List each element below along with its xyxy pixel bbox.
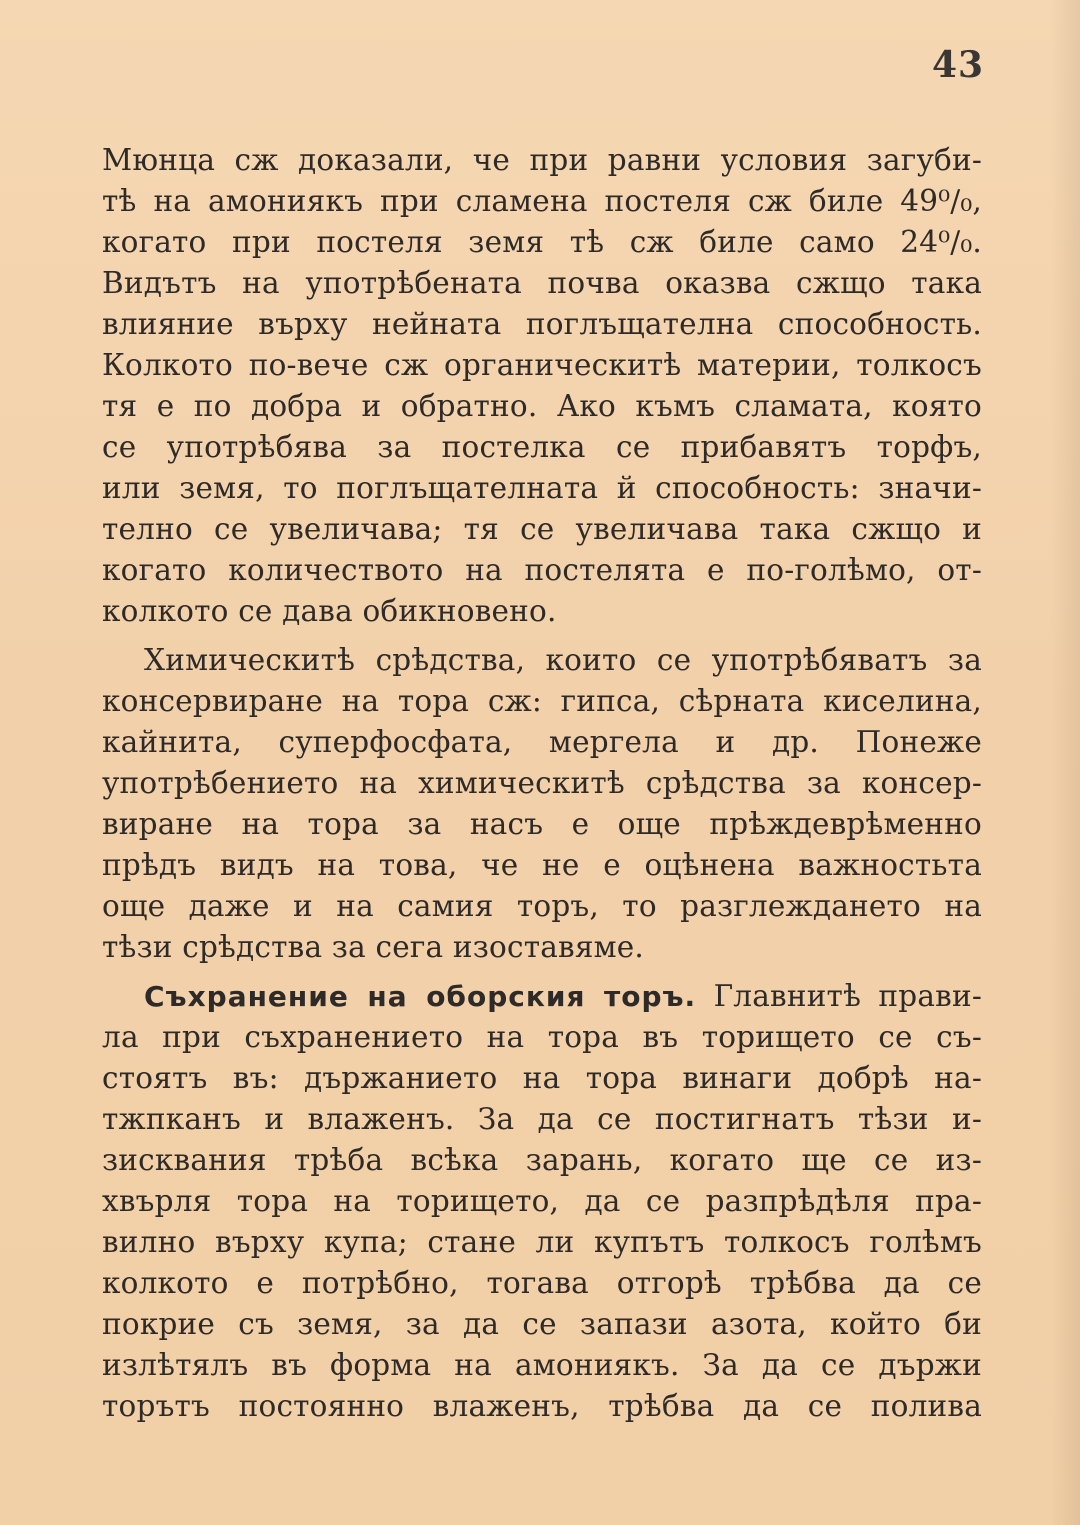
text-line: торътъ постоянно влаженъ, трѣбва да се полива xyxy=(102,1389,982,1423)
text-line: тѣзи срѣдства за сега изоставяме. xyxy=(102,930,645,964)
text-line: кайнита, суперфосфата, мергела и др. Понеже xyxy=(102,725,982,759)
text-line: Мюнца сж доказали, че при равни условия загуби- xyxy=(102,143,982,177)
text-body xyxy=(102,140,982,1427)
paragraph-gap xyxy=(102,968,982,976)
text-line: колкото се дава обикновено. xyxy=(102,594,557,628)
text-line: стоятъ въ: държанието на тора винаги добрѣ на- xyxy=(102,1061,982,1095)
text-line: Колкото по-вече сж органическитѣ материи, толкосъ xyxy=(102,348,982,382)
page-edge-shadow xyxy=(1050,0,1080,1525)
text-line xyxy=(102,976,982,1017)
text-line: когато количеството на постелята е по-голѣмо, от- xyxy=(102,553,982,587)
paragraph-2 xyxy=(102,640,982,968)
text-line: влияние върху нейната поглъщателна способность. xyxy=(102,307,982,341)
text-line: зисквания трѣба всѣка зарань, когато ще се из- xyxy=(102,1143,982,1177)
heading-line-rest: Главнитѣ прави- xyxy=(713,979,982,1013)
text-line: виране на тора за насъ е още прѣждеврѣменно xyxy=(102,807,982,841)
text-line: или земя, то поглъщателната й способность: значи- xyxy=(102,471,982,505)
text-line: когато при постеля земя тѣ сж биле само 24⁰/₀. xyxy=(102,225,982,259)
section-heading: Съхранение на оборския торъ. xyxy=(144,980,697,1013)
text-line: покрие съ земя, за да се запази азота, който би xyxy=(102,1307,982,1341)
text-line: тѣ на амониякъ при сламена постеля сж биле 49⁰/₀, xyxy=(102,184,982,218)
text-line: вилно върху купа; стане ли купътъ толкосъ голѣмъ xyxy=(102,1225,982,1259)
paragraph-1 xyxy=(102,140,982,632)
text-line: се употрѣбява за постелка се прибавятъ торфъ, xyxy=(102,430,982,464)
text-line: употрѣбението на химическитѣ срѣдства за консер- xyxy=(102,766,982,800)
text-line: ла при съхранението на тора въ торището се съ- xyxy=(102,1020,982,1054)
text-line: излѣтялъ въ форма на амониякъ. За да се държи xyxy=(102,1348,982,1382)
text-line: прѣдъ видъ на това, че не е оцѣнена важностьта xyxy=(102,848,982,882)
page-number: 43 xyxy=(932,44,985,86)
text-line: хвърля тора на торището, да се разпрѣдѣля пра- xyxy=(102,1184,982,1218)
text-line: колкото е потрѣбно, тогава отгорѣ трѣбва да се xyxy=(102,1266,982,1300)
text-line: Видътъ на употрѣбената почва оказва сжщо така xyxy=(102,266,982,300)
paragraph-gap xyxy=(102,632,982,640)
text-line: още даже и на самия торъ, то разглеждането на xyxy=(102,889,982,923)
paragraph-3 xyxy=(102,976,982,1427)
text-line: телно се увеличава; тя се увеличава така сжщо и xyxy=(102,512,982,546)
text-line: тжпканъ и влаженъ. За да се постигнатъ тѣзи и- xyxy=(102,1102,982,1136)
text-line: Химическитѣ срѣдства, които се употрѣбяватъ за xyxy=(144,643,982,677)
text-line: консервиране на тора сж: гипса, сѣрната киселина, xyxy=(102,684,982,718)
text-line: тя е по добра и обратно. Ако къмъ сламата, която xyxy=(102,389,982,423)
